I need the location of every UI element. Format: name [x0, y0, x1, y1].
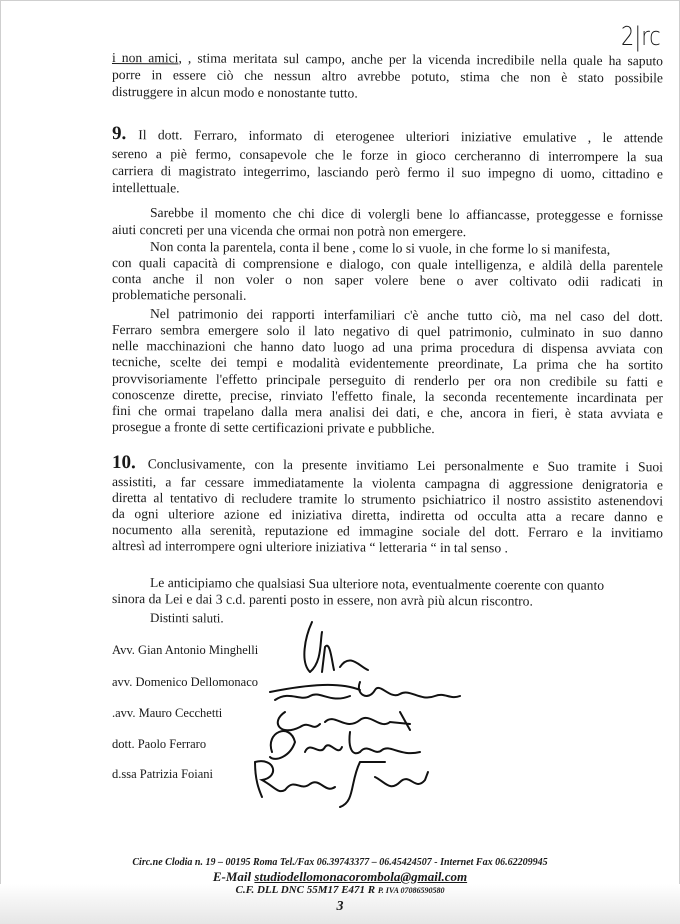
page-number: 3 — [336, 899, 344, 914]
text-line: distruggere in alcun modo e nonostante tutto. — [111, 84, 358, 101]
underlined-text: i non amici — [111, 50, 179, 66]
text-line: altresì ad interrompere ogni ulteriore iniziativa “ letteraria “ in tal senso . — [111, 538, 508, 556]
signatory-name: dott. Paolo Ferraro — [112, 737, 207, 751]
text-line: porre in essere ciò che nessun altro avrebbe potuto, stima che non è stato possibile — [111, 67, 664, 86]
text-line: provvisoriamente l'effetto principale perseguito di renderlo per ora non credibile su fatti e — [111, 371, 664, 390]
text-line: Sarebbe il momento che chi dice di volergli bene lo affiancasse, proteggesse e fornisse — [149, 205, 664, 224]
text-line: conoscenze dirette, precise, rinviato l'effetto finale, la seconda recentemente incardinata per — [111, 387, 664, 406]
text: Conclusivamente, con la presente invitiamo Lei personalmente e Suo tramite i Suoi — [147, 456, 664, 475]
signature-cecchetti — [278, 712, 410, 730]
signatory-name: .avv. Mauro Cecchetti — [112, 706, 223, 720]
signature-dellomonaco — [270, 682, 460, 700]
signature-foiani — [255, 761, 428, 807]
text-line: Non conta la parentela, conta il bene , come lo si vuole, in che forme lo si manifesta, — [149, 239, 611, 257]
text-line: aiuti concreti per una vicenda che ormai non potrà non emergere. — [111, 222, 467, 240]
footer-tax-line — [0, 884, 680, 896]
text-line: nelle macchinazioni che hanno dato luogo ad una prima procedura di dispensa avviata con — [111, 338, 664, 357]
email-label: E-Mail — [212, 869, 252, 884]
text-line: assistiti, a far cessare immediatamente la violenta campagna di aggressione denigratoria e — [111, 474, 664, 493]
signatory-name: avv. Domenico Dellomonaco — [112, 675, 259, 689]
text-line: Nel patrimonio dei rapporti interfamiliari c'è anche tutto ciò, ma nel caso del dott. — [149, 306, 664, 325]
text-line: problematiche personali. — [111, 287, 247, 303]
tax-code: C.F. DLL DNC 55M17 E471 R — [235, 884, 376, 896]
text: Il dott. Ferraro, informato di eterogenee ulteriori iniziative emulative , le attende — [138, 127, 664, 146]
text-line: intellettuale. — [111, 180, 180, 196]
section-9-first-line — [111, 123, 664, 146]
email-link[interactable]: studiodellomonacorombola@gmail.com — [254, 869, 468, 884]
closing-text: Distinti saluti. — [149, 610, 224, 626]
handwritten-signatures — [250, 612, 670, 812]
footer-address: Circ.ne Clodia n. 19 – 00195 Roma Tel./Fax 06.39743377 – 06.45424507 - Internet Fax 06.62209945 — [132, 857, 548, 868]
text-line: Le anticipiamo che qualsiasi Sua ulteriore nota, eventualmente coerente con quanto — [149, 575, 605, 593]
signature-ferraro — [270, 731, 420, 759]
text-line: sinora da Lei e dai 3 c.d. parenti posto in essere, non avrà più alcun riscontro. — [111, 591, 533, 609]
text: , , stima meritata sul campo, anche per la vicenda incredibile nella quale ha saputo — [178, 50, 664, 69]
vat-number: P. IVA 07086590580 — [377, 886, 445, 895]
section-10-first-line — [111, 452, 664, 475]
text-line: carriera di magistrato integerrimo, lasciando però fermo il suo impegno di uomo, cittadino e — [111, 163, 664, 182]
text-line: Ferraro sembra emergere solo il lato negativo di quel patrimonio, culminato in suo danno — [111, 322, 664, 341]
text-line: diretta al tentativo di recludere tramite lo strumento psichiatrico il nostro assistito astenendovi — [111, 490, 664, 509]
signatory-name: Avv. Gian Antonio Minghelli — [112, 643, 259, 657]
signature-minghelli — [304, 622, 368, 672]
text-line: tecniche, scelte dei tempi e modalità evidentemente preordinate, La prima che ha sortito — [111, 354, 664, 373]
section-number: 9. — [111, 123, 127, 145]
handwritten-page-note: 2|rc — [620, 22, 661, 52]
text-line: conta anche il non voler o non saper volere bene o aver coltivato odii radicati in — [111, 271, 664, 290]
text-line: sereno a piè fermo, consapevole che le forze in gioco cercheranno di interrompere la sua — [111, 146, 664, 165]
signatory-name: d.ssa Patrizia Foiani — [112, 767, 214, 781]
text-line: da ogni ulteriore azione ed iniziativa diretta, indiretta od occulta atta a recare danno e — [111, 506, 664, 525]
section-number: 10. — [111, 452, 136, 474]
text-line: fini che ormai trapelano dalla mera analisi dei dati, e che, ancora in fieri, è stata avviata e — [111, 403, 664, 422]
text-line: prosegue a fronte di sette certificazioni private e pubbliche. — [111, 419, 435, 436]
text-line: nocumento alla serenità, reputazione ed immagine sociale del dott. Ferraro e la invitiamo — [111, 522, 664, 541]
footer-email-line — [0, 869, 680, 885]
text-line: con quali capacità di comprensione e dialogo, con quale intelligenza, e aldilà della parentele — [111, 255, 664, 274]
text-line — [112, 50, 663, 69]
